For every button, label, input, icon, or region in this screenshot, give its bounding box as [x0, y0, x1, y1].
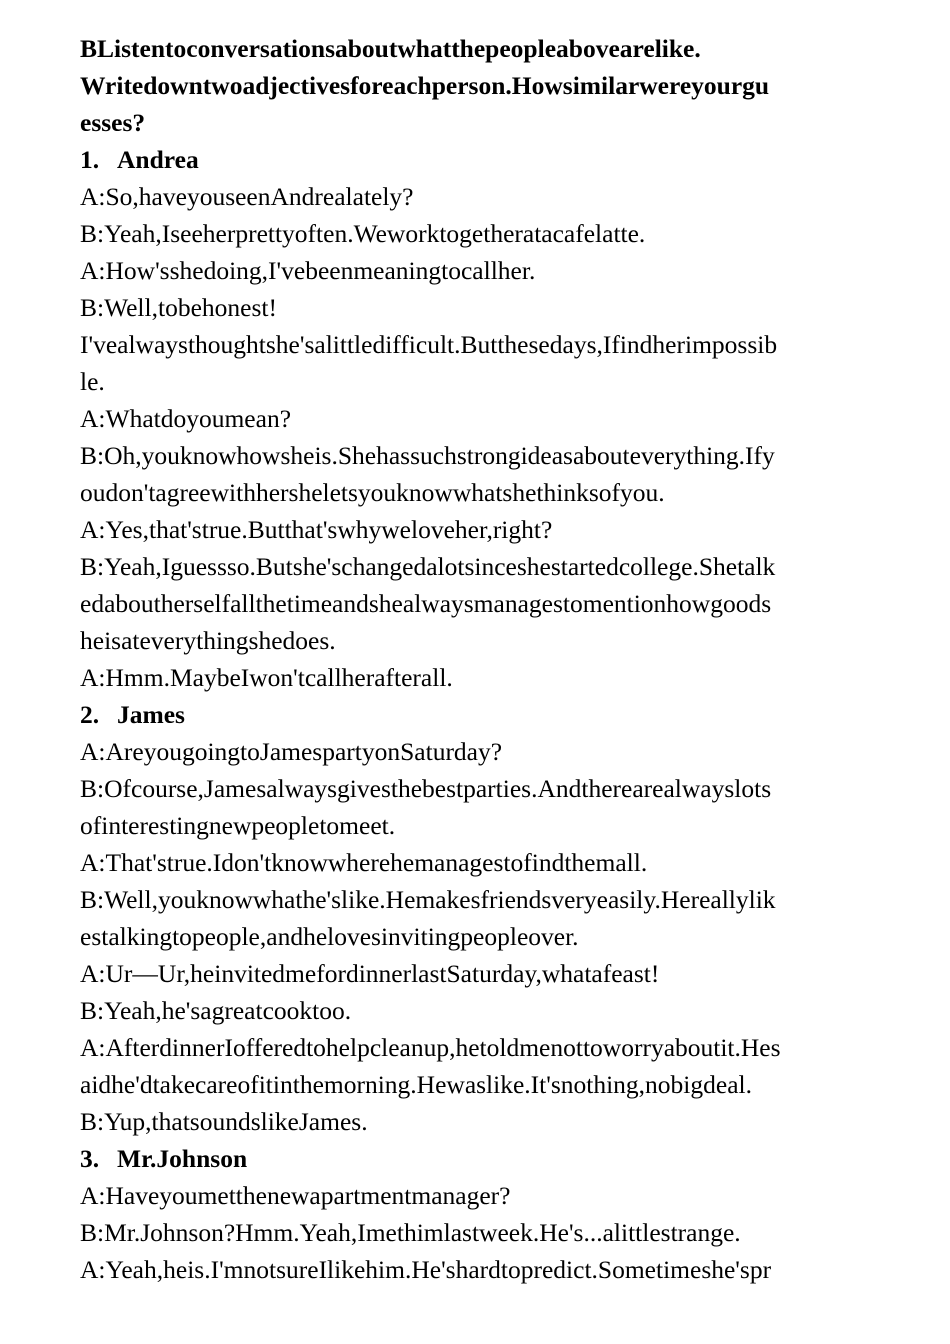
section-number: 1. [80, 145, 100, 174]
document-page [80, 30, 870, 1288]
dialogue-line: A:That'strue.Idon'tknowwherehemanagestofindthemall. [80, 848, 648, 877]
section-number: 2. [80, 700, 100, 729]
section-number: 3. [80, 1144, 100, 1173]
instruction-line-2: Writedowntwoadjectivesforeachperson.Howsimilarwereyourgu [80, 71, 770, 100]
dialogue-line: B:Yeah,Iguessso.Butshe'schangedalotsinceshestartedcollege.Shetalk [80, 552, 776, 581]
section-title: Andrea [117, 145, 199, 174]
dialogue-line: A:AfterdinnerIofferedtohelpcleanup,hetoldmenottoworryaboutit.Hes [80, 1033, 781, 1062]
dialogue-line: B:Yeah,he'sagreatcooktoo. [80, 996, 352, 1025]
dialogue-line: aidhe'dtakecareofitinthemorning.Hewaslike.It'snothing,nobigdeal. [80, 1070, 752, 1099]
dialogue-line: heisateverythingshedoes. [80, 626, 336, 655]
dialogue-line: A:Yeah,heis.I'mnotsureIlikehim.He'shardtopredict.Sometimeshe'spr [80, 1255, 772, 1284]
dialogue-line: A:AreyougoingtoJamespartyonSaturday? [80, 737, 503, 766]
dialogue-line: I'vealwaysthoughtshe'salittledifficult.Butthesedays,Ifindherimpossib [80, 330, 778, 359]
dialogue-line: B:Yup,thatsoundslikeJames. [80, 1107, 368, 1136]
section-andrea [80, 141, 870, 696]
dialogue-line: B:Mr.Johnson?Hmm.Yeah,Imethimlastweek.He's...alittlestrange. [80, 1218, 741, 1247]
instruction-line-3: esses? [80, 108, 146, 137]
section-title: Mr.Johnson [117, 1144, 248, 1173]
instructions [80, 30, 870, 141]
dialogue-line: ofinterestingnewpeopletomeet. [80, 811, 396, 840]
dialogue-line: A:Hmm.MaybeIwon'tcallherafterall. [80, 663, 453, 692]
dialogue-line: estalkingtopeople,andhelovesinvitingpeopleover. [80, 922, 579, 951]
section-heading [80, 696, 870, 733]
dialogue-line: oudon'tagreewithhersheletsyouknowwhatshethinksofyou. [80, 478, 665, 507]
dialogue-line: le. [80, 367, 105, 396]
dialogue-line: A:How'sshedoing,I'vebeenmeaningtocallher. [80, 256, 536, 285]
dialogue-line: A:Ur—Ur,heinvitedmefordinnerlastSaturday,whatafeast! [80, 959, 660, 988]
section-mr-johnson [80, 1140, 870, 1288]
dialogue-line: B:Yeah,Iseeherprettyoften.Weworktogetheratacafelatte. [80, 219, 646, 248]
dialogue-line: edaboutherselfallthetimeandshealwaysmanagestomentionhowgoods [80, 589, 772, 618]
dialogue-line: A:So,haveyouseenAndrealately? [80, 182, 414, 211]
section-title: James [117, 700, 185, 729]
dialogue-line: A:Whatdoyoumean? [80, 404, 292, 433]
dialogue-line: A:Yes,that'strue.Butthat'swhyweloveher,right? [80, 515, 553, 544]
dialogue-line: B:Well,youknowwhathe'slike.Hemakesfriendsveryeasily.Hereallylik [80, 885, 776, 914]
dialogue-line: B:Oh,youknowhowsheis.Shehassuchstrongideasabouteverything.Ify [80, 441, 775, 470]
instruction-line-1: BListentoconversationsaboutwhatthepeopleabovearelike. [80, 34, 701, 63]
dialogue-line: B:Well,tobehonest! [80, 293, 277, 322]
section-james [80, 696, 870, 1140]
section-heading [80, 141, 870, 178]
dialogue-line: A:Haveyoumetthenewapartmentmanager? [80, 1181, 511, 1210]
dialogue-line: B:Ofcourse,Jamesalwaysgivesthebestparties.Andtherearealwayslots [80, 774, 772, 803]
section-heading [80, 1140, 870, 1177]
